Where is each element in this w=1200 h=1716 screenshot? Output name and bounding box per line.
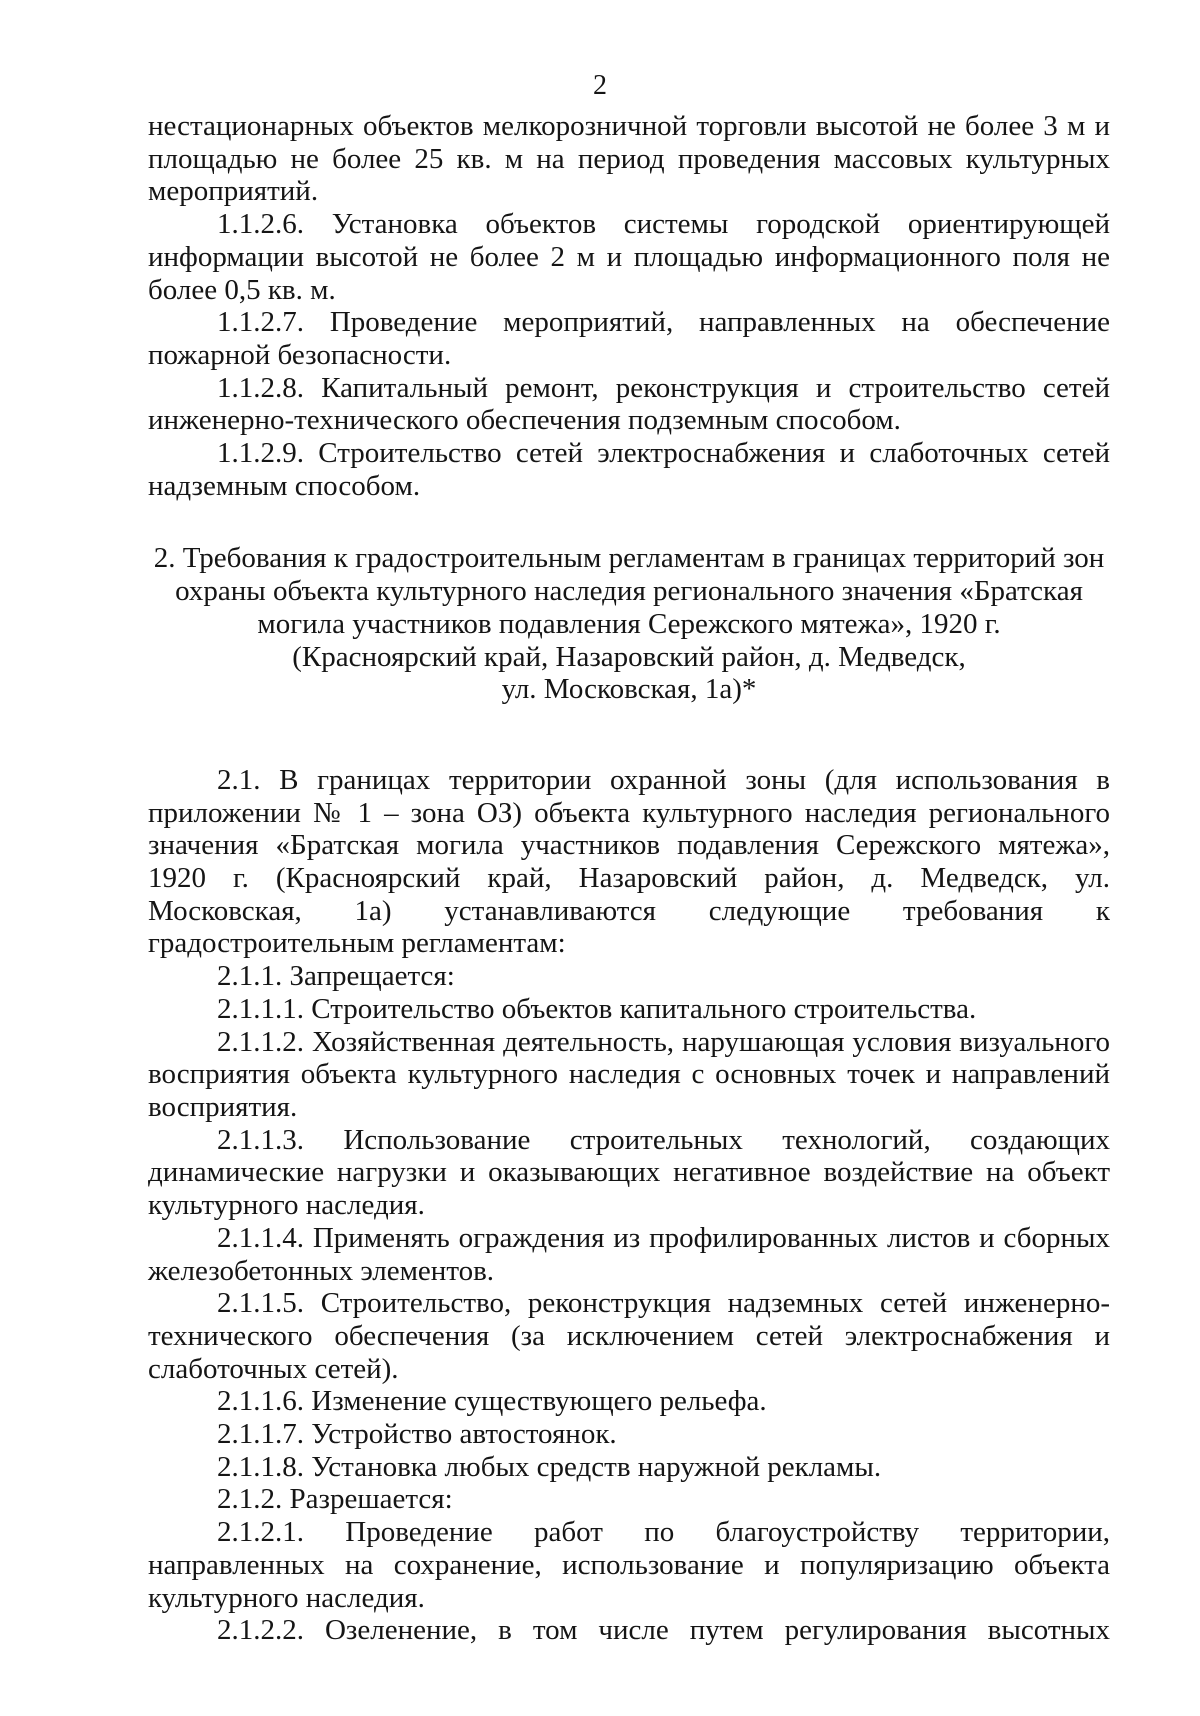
paragraph-2-1-2-1: 2.1.2.1. Проведение работ по благоустройству территории, направленных на сохранение, использование и популяризацию объекта культурного наследия. [148, 1516, 1110, 1614]
paragraph-1-1-2-7: 1.1.2.7. Проведение мероприятий, направленных на обеспечение пожарной безопасности. [148, 306, 1110, 371]
paragraph-2-1: 2.1. В границах территории охранной зоны (для использования в приложении № 1 – зона ОЗ) объекта культурного наследия регионального значения «Братская могила участников подавления Сережского мятежа», 1920 г. (Красноярский край, Назаровский район, д. Медведск, ул. Московская, 1а) устанавливаются следующие требования к градостроительным регламентам: [148, 763, 1110, 960]
page-number: 2 [593, 70, 607, 101]
heading-line: 2. Требования к градостроительным регламентам в границах территорий зон [153, 542, 1105, 575]
document-body [148, 110, 1110, 1647]
heading-line: ул. Московская, 1а)* [501, 673, 757, 706]
heading-line: (Красноярский край, Назаровский район, д. Медведск, [292, 640, 966, 673]
paragraph-2-1-2: 2.1.2. Разрешается: [217, 1483, 453, 1516]
heading-line: могила участников подавления Сережского мятежа», 1920 г. [257, 607, 1001, 640]
paragraph-2-1-1-2: 2.1.1.2. Хозяйственная деятельность, нарушающая условия визуального восприятия объекта культурного наследия с основных точек и направлений восприятия. [148, 1025, 1110, 1123]
paragraph-2-1-1: 2.1.1. Запрещается: [217, 960, 455, 993]
paragraph-2-1-1-1: 2.1.1.1. Строительство объектов капитального строительства. [217, 992, 977, 1025]
paragraph-2-1-1-8: 2.1.1.8. Установка любых средств наружной рекламы. [217, 1450, 882, 1483]
paragraph-2-1-2-2: 2.1.2.2. Озеленение, в том числе путем регулирования высотных [217, 1614, 1110, 1647]
section-2-heading [148, 542, 1110, 706]
heading-line: охраны объекта культурного наследия регионального значения «Братская [175, 575, 1083, 608]
paragraph-2-1-1-4: 2.1.1.4. Применять ограждения из профилированных листов и сборных железобетонных элементов. [148, 1221, 1110, 1287]
paragraph-2-1-1-3: 2.1.1.3. Использование строительных технологий, создающих динамические нагрузки и оказывающих негативное воздействие на объект культурного наследия. [148, 1123, 1110, 1222]
paragraph-2-1-1-5: 2.1.1.5. Строительство, реконструкция надземных сетей инженерно-технического обеспечения (за исключением сетей электроснабжения и слаботочных сетей). [148, 1287, 1110, 1385]
paragraph-continuation: нестационарных объектов мелкорозничной торговли высотой не более 3 м и площадью не более 25 кв. м на период проведения массовых культурных мероприятий. [148, 110, 1110, 208]
paragraph-1-1-2-9: 1.1.2.9. Строительство сетей электроснабжения и слаботочных сетей надземным способом. [148, 437, 1110, 502]
paragraph-1-1-2-8: 1.1.2.8. Капитальный ремонт, реконструкция и строительство сетей инженерно-технического обеспечения подземным способом. [148, 371, 1110, 437]
paragraph-2-1-1-6: 2.1.1.6. Изменение существующего рельефа. [217, 1385, 767, 1418]
paragraph-2-1-1-7: 2.1.1.7. Устройство автостоянок. [217, 1418, 617, 1451]
paragraph-1-1-2-6: 1.1.2.6. Установка объектов системы городской ориентирующей информации высотой не более 2 м и площадью информационного поля не более 0,5 кв. м. [148, 208, 1110, 306]
